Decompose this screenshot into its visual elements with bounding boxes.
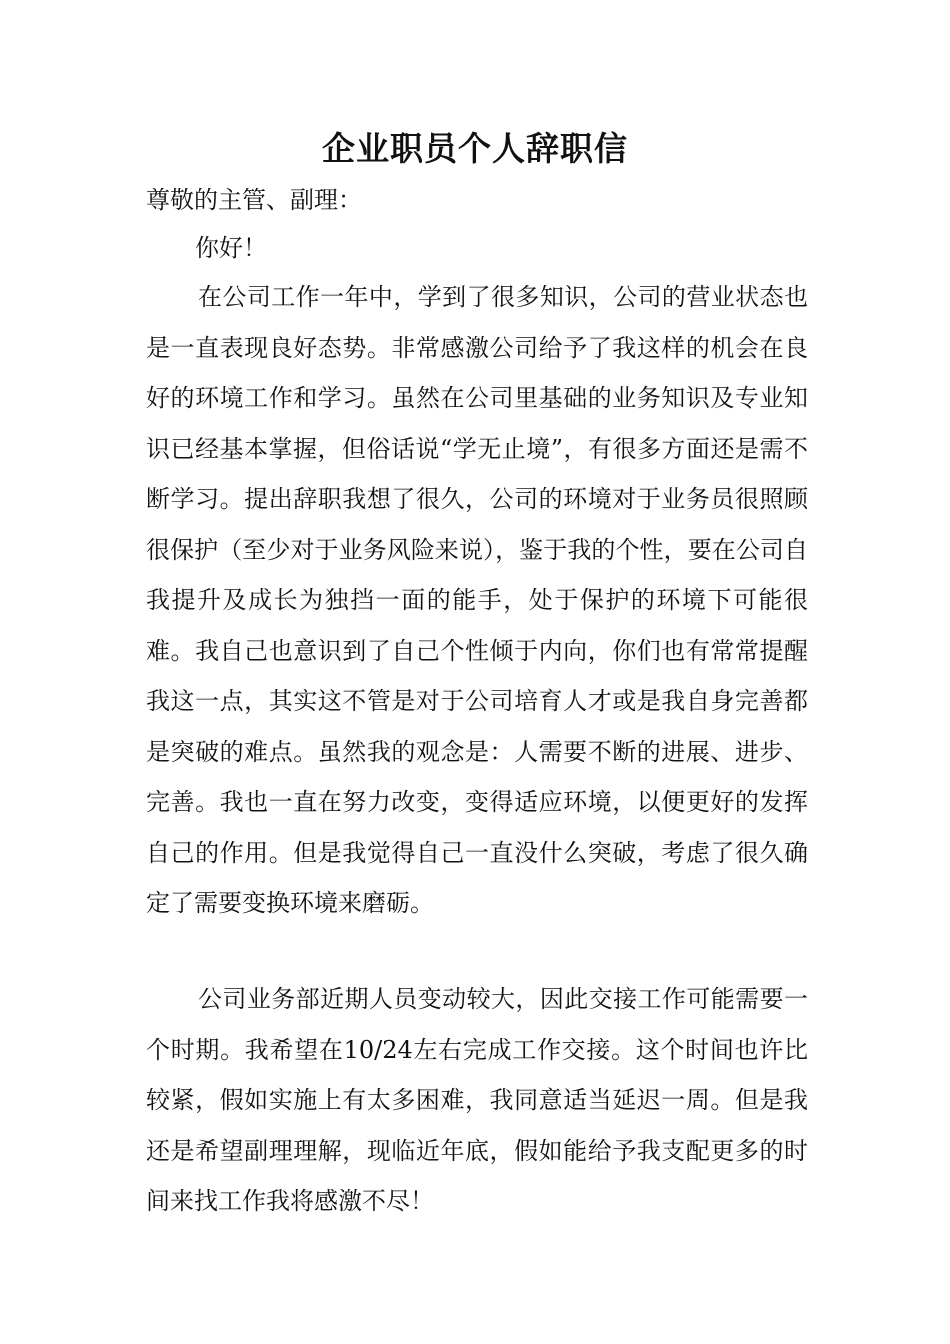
body-paragraph-2: 公司业务部近期人员变动较大，因此交接工作可能需要一个时期。我希望在10/24左右完成工作交接。这个时间也许比较紧，假如实施上有太多困难，我同意适当延迟一周。但是我还是希望副理理解，现临近年底，假如能给予我支配更多的时间来找工作我将感激不尽！ (146, 985, 808, 1215)
body-paragraph-1: 在公司工作一年中，学到了很多知识，公司的营业状态也是一直表现良好态势。非常感激公司给予了我这样的机会在良好的环境工作和学习。虽然在公司里基础的业务知识及专业知识已经基本掌握，但俗话说“学无止境”，有很多方面还是需不断学习。提出辞职我想了很久，公司的环境对于业务员很照顾很保护（至少对于业务风险来说），鉴于我的个性，要在公司自我提升及成长为独挡一面的能手，处于保护的环境下可能很难。我自己也意识到了自己个性倾于内向，你们也有常常提醒我这一点，其实这不管是对于公司培育人才或是我自身完善都是突破的难点。虽然我的观念是：人需要不断的进展、进步、完善。我也一直在努力改变，变得适应环境，以便更好的发挥自己的作用。但是我觉得自己一直没什么突破，考虑了很久确定了需要变换环境来磨砺。 (146, 283, 808, 917)
document-title: 企业职员个人辞职信 (322, 129, 628, 168)
salutation: 尊敬的主管、副理： (146, 186, 362, 214)
greeting: 你好！ (195, 234, 267, 262)
